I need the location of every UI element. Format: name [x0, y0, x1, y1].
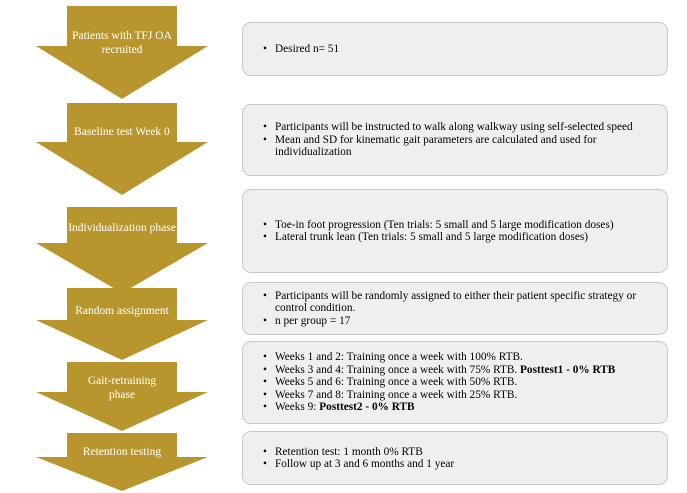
- step-gait-retraining: [36, 362, 208, 431]
- bullet-list: [263, 219, 614, 244]
- step-box-individualization: [242, 189, 668, 273]
- bullet-item: • Weeks 7 and 8: Training once a week with 25% RTB.: [263, 389, 615, 401]
- step-box-gait-retraining: [242, 341, 668, 424]
- bullet-item: • Lateral trunk lean (Ten trials: 5 small and 5 large modification doses): [263, 231, 614, 243]
- down-arrow-shape: [36, 207, 208, 293]
- bullet-list: [263, 290, 653, 327]
- bullet-item: • Retention test: 1 month 0% RTB: [263, 446, 454, 458]
- step-label: Random assignment: [75, 305, 169, 317]
- bullet-item: • Weeks 9: Posttest2 - 0% RTB: [263, 401, 615, 413]
- down-arrow-shape: [36, 288, 208, 360]
- bullet-item: • Weeks 5 and 6: Training once a week with 50% RTB.: [263, 376, 615, 388]
- step-random-assignment: [36, 288, 208, 360]
- bullet-list: [263, 446, 454, 471]
- bullet-item: • Participants will be randomly assigned to either their patient specific strategy or control condition.: [263, 290, 653, 315]
- step-label: Individualization phase: [68, 222, 176, 234]
- bullet-item: • Weeks 3 and 4: Training once a week with 75% RTB. Posttest1 - 0% RTB: [263, 364, 615, 376]
- bullet-item: • Weeks 1 and 2: Training once a week with 100% RTB.: [263, 351, 615, 363]
- step-box-baseline: [242, 104, 668, 176]
- bullet-item: • Follow up at 3 and 6 months and 1 year: [263, 458, 454, 470]
- step-retention: [36, 433, 208, 491]
- bullet-list: [263, 121, 653, 158]
- bullet-item: • Mean and SD for kinematic gait parameters are calculated and used for individualization: [263, 134, 653, 159]
- bullet-item: • n per group = 17: [263, 315, 653, 327]
- step-label: Patients with TFJ OA recruited: [72, 30, 172, 56]
- step-label: Retention testing: [82, 446, 162, 458]
- step-individualization: [36, 207, 208, 293]
- step-label: Baseline test Week 0: [74, 126, 170, 138]
- step-box-retention: [242, 431, 668, 485]
- step-box-recruitment: [242, 22, 668, 76]
- bullet-list: [263, 43, 339, 55]
- step-baseline: [36, 103, 208, 195]
- down-arrow-shape: [36, 433, 208, 491]
- bullet-item: • Participants will be instructed to walk along walkway using self-selected speed: [263, 121, 653, 133]
- bullet-list: [263, 351, 615, 413]
- bullet-item: • Toe-in foot progression (Ten trials: 5 small and 5 large modification doses): [263, 219, 614, 231]
- step-box-random-assignment: [242, 282, 668, 335]
- step-label: Gait-retraining phase: [87, 375, 157, 401]
- bullet-item: • Desired n= 51: [263, 43, 339, 55]
- down-arrow-shape: [36, 103, 208, 195]
- step-recruitment: [36, 6, 208, 99]
